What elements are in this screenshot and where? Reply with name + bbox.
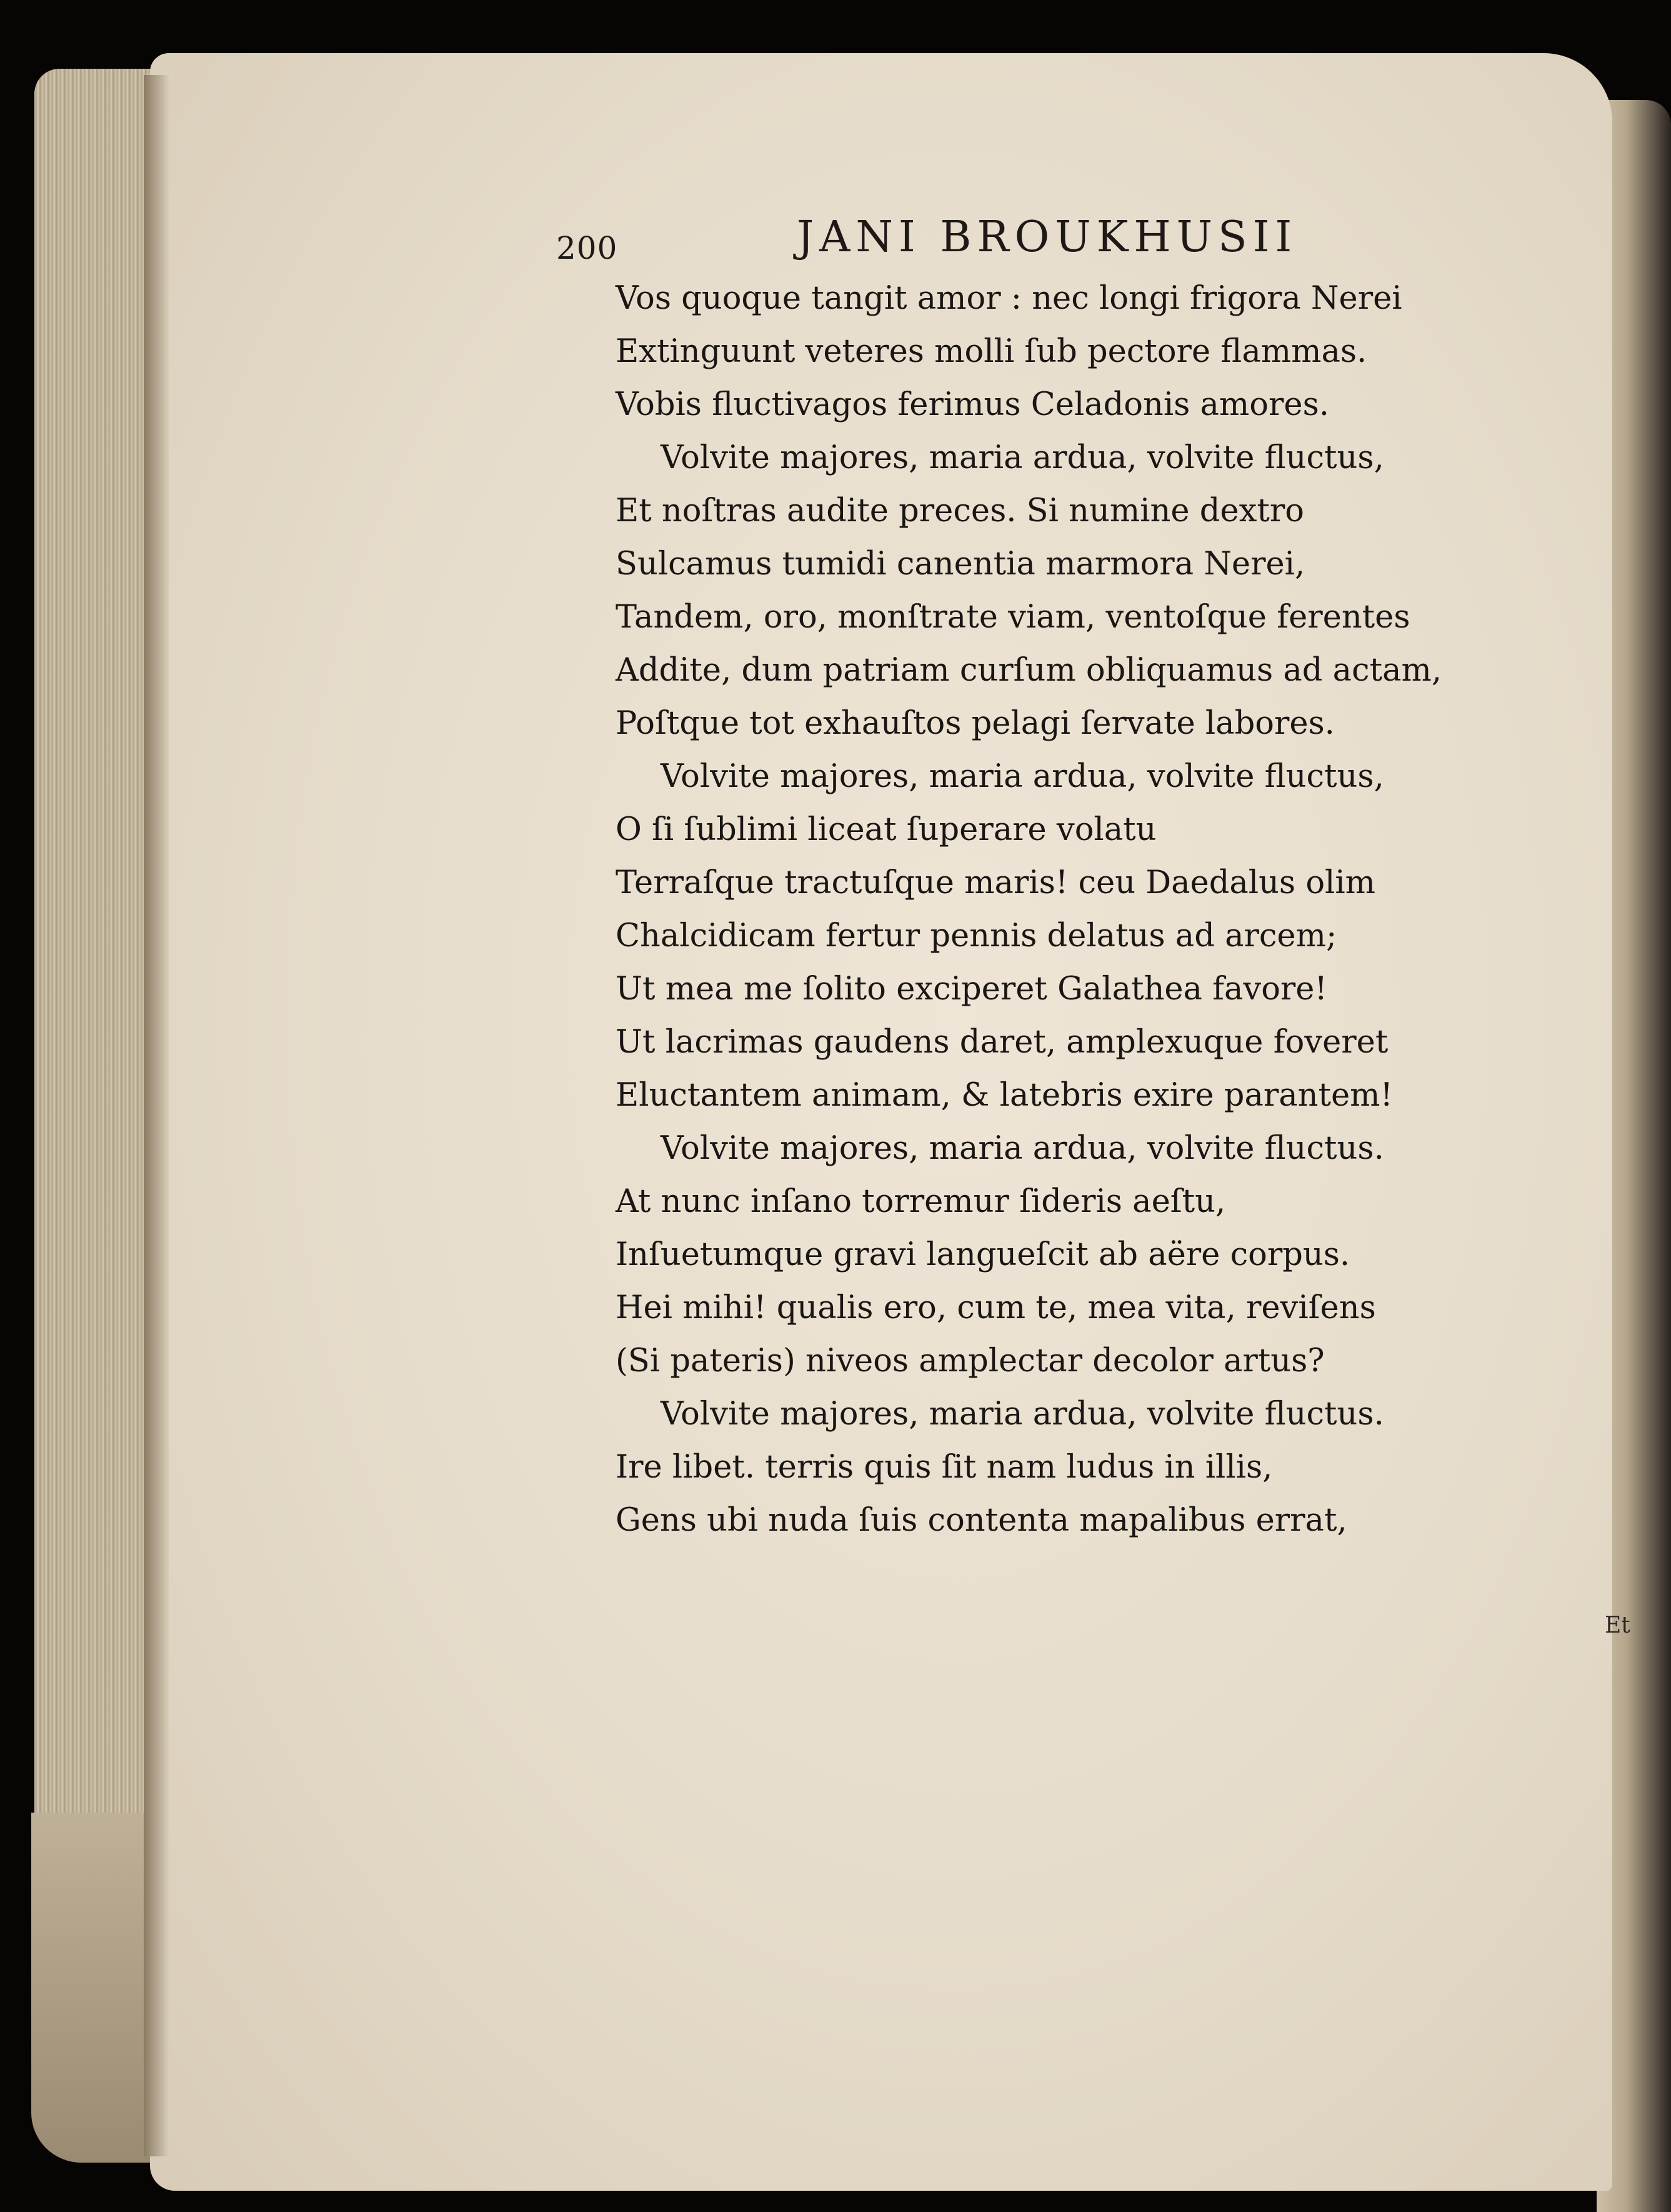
poem-line: Gens ubi nuda ſuis contenta mapalibus errat, [616,1502,1347,1539]
poem-line: At nunc inſano torremur ſideris aeſtu, [616,1183,1226,1220]
gutter-shadow [144,75,169,2156]
poem-line: Extinguunt veteres molli ſub pectore flammas. [616,333,1367,370]
poem-line: Poſtque tot exhauſtos pelagi ſervate labores. [616,705,1335,742]
book-page-edges-lower [31,1813,162,2163]
poem-line: Volvite majores, maria ardua, volvite fluctus, [661,439,1384,476]
poem-line: Et noſtras audite preces. Si numine dextro [616,493,1304,529]
poem-line: (Si pateris) niveos amplectar decolor artus? [616,1343,1325,1379]
poem-line: O ſi ſublimi liceat ſuperare volatu [616,811,1157,848]
poem-text [616,272,1528,1547]
catchword: Et [1605,1613,1630,1638]
running-title: JANI BROUKHUSII [797,213,1298,262]
poem-line: Hei mihi! qualis ero, cum te, mea vita, reviſens [616,1289,1376,1326]
poem-line: Ire libet. terris quis ſit nam ludus in illis, [616,1449,1273,1486]
page-header [556,206,1431,269]
poem-line: Volvite majores, maria ardua, volvite fluctus. [661,1396,1384,1433]
poem-line: Vobis fluctivagos ferimus Celadonis amores. [616,386,1329,423]
poem-line: Eluctantem animam, & latebris exire parantem! [616,1077,1394,1114]
poem-line: Tandem, oro, monſtrate viam, ventoſque ferentes [616,599,1410,636]
page-number: 200 [556,230,618,266]
poem-line: Inſuetumque gravi langueſcit ab aëre corpus. [616,1236,1350,1273]
poem-line: Ut mea me ſolito exciperet Galathea favore! [616,971,1327,1008]
poem-line: Volvite majores, maria ardua, volvite fluctus, [661,758,1384,795]
poem-line: Volvite majores, maria ardua, volvite fluctus. [661,1130,1384,1167]
poem-line: Ut lacrimas gaudens daret, amplexuque foveret [616,1024,1389,1061]
poem-line: Vos quoque tangit amor : nec longi frigora Nerei [616,280,1402,317]
poem-line: Sulcamus tumidi canentia marmora Nerei, [616,546,1305,583]
poem-line: Addite, dum patriam curſum obliquamus ad actam, [616,652,1442,689]
poem-line: Terraſque tractuſque maris! ceu Daedalus olim [616,864,1376,901]
poem-line: Chalcidicam fertur pennis delatus ad arcem; [616,918,1337,954]
